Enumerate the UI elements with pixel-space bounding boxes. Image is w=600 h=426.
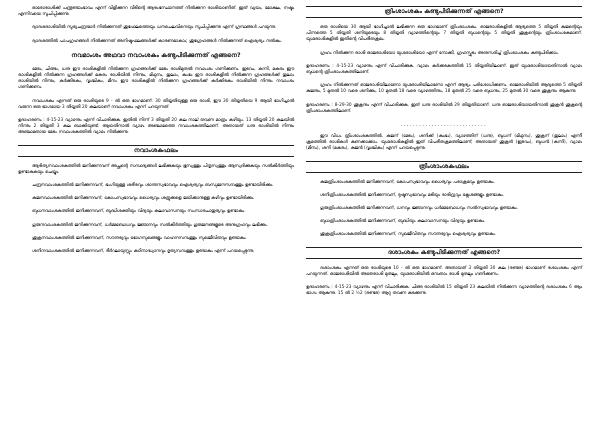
trimshamsha-phalam-heading: ത്രിംശാംശകഫലം [306, 161, 582, 173]
phalam-saturn: ശനിനവാംശകത്തിൽ ജനിക്കുന്നവന്, ദീർഘായുസ്സും കഠിനാദ്ധ്വാനവും ഭൃത്യസമ്പത്തും ഉണ്ടാകും എന്ന് പറയപ്പെടുന്നു. [32, 249, 255, 255]
phalam-venus: ശുക്രനവാംശകത്തിൽ ജനിക്കുന്നവന്, സൗന്ദര്യവും ഭോഗസുഖങ്ങളും വാഹനസമ്പത്തും സുഖജീവിതവും ഉണ്ടാകും. [32, 235, 247, 241]
trim-phalam-venus: ശുക്രത്രിംശാംശകത്തിൽ ജനിക്കുന്നവന്, സുഖജീവിതവും സൗന്ദര്യവും ഐശ്വര്യവും ഉണ്ടാകും. [320, 232, 497, 238]
trimshamsha-paragraph-1: ഒരു രാശിയെ 30 ആയി ഭാഗിച്ചാൽ ലഭിക്കുന്ന ഒരു ഭാഗമാണ് ത്രിംശാംശകം. ഓജരാശികളിൽ ആദ്യത്തെ 5 തിയ്യതി കുജന്റെയും പിന്നത്തെ 5 തിയ്യതി ശനിയുടെയും 8 തിയ്യതി വ്യാഴത്തിന്റെയും 7 തിയ്യതി ബുധന്റെയും 5 തിയ്യതി ശുക്രന്റെയും ത്രിംശാംശകമാണ്. യുഗ്മരാശികളിൽ ഇതിന്റെ വിപരീതക്രമം. [306, 25, 582, 43]
navamsha-heading: നവമാംശം അഥവാ നവാംശകം കണ്ടുപിടിക്കുന്നത് എങ്ങനെ? [71, 51, 241, 59]
navamsha-example: ഉദാഹരണം : 4-15-23 വ്യാഴനും എന്ന് വിചാരിക്കുക. ഇതിൽ നിന്ന് 3 തിയ്യതി 20 കല നാല് തവണ മാത്രം കഴിയും. 13 തിയ്യതി 20 കലയിൽ നിന്നും 2 തിയ്യതി 3 കല ബാക്കിയുണ്ട്. ആയതിനാൽ വ്യാഴം അഞ്ചാമത്തെ നവാംശകത്തിലാണ്. അതായത് ധനു രാശിയിൽ നിന്നും അഞ്ചാമതായ മേടം നവാംശകത്തിൽ വ്യാഴം നിൽക്കുന്നു. [18, 118, 294, 136]
navamsha-paragraph-2: നവാംശകം എന്നത് ഒരു രാശിയുടെ 9 - ൽ ഒരു ഭാഗമാണ്. 30 തിയ്യതിയുള്ള ഒരു രാശി, ഈ 30 തിയ്യതിയെ 9 ആയി ഭാഗിച്ചാൽ വരുന്ന ഒരു ഭാഗമായ 3 തിയ്യതി 20 കലയാണ് നവാംശകം എന്ന് പറയുന്നത്. [18, 98, 294, 110]
trimshamsha-example-2: ഉദാഹരണം : 8-29-30 ശുക്രനും എന്ന് വിചാരിക്കുക. ഇത് ധനു രാശിയിൽ 29 തിയ്യതിയാണ്. ധനു ഓജരാശിയായതിനാൽ ശുക്രൻ ശുക്രന്റെ ത്രിംശാംശകത്തിലാണ്. [306, 102, 582, 114]
trimshamsha-example-1: ഉദാഹരണം : 4-15-23 വ്യാഴനും എന്ന് വിചാരിക്കുക. വ്യാഴം കർക്കടകത്തിൽ 15 തിയ്യതിയിലാണ്. ഇത് യുഗ്മരാശിയായതിനാൽ വ്യാഴം ബുധന്റെ ത്രിംശാംശകത്തിലാണ്. [306, 63, 582, 76]
intro-paragraph-2: ദ്വാദശരാശിയിൽ സൂര്യചന്ദ്രന്മാർ നിൽക്കുന്നത് ശുഭഫലത്തെയും ധനചെലവിനെയും സൂചിപ്പിക്കുന്നു എന്ന് ഗ്രന്ഥങ്ങൾ പറയുന്നു. [32, 25, 277, 31]
phalam-moon: ചന്ദ്രനവാംശകത്തിൽ ജനിക്കുന്നവന്, ഭംഗിയുള്ള ശരീരവും ശാന്തസ്വഭാവവും ഐശ്വര്യവും ബന്ധുജനസമ്പത്തും ഉണ്ടായിരിക്കും. [32, 183, 274, 189]
dotted-separator: ............................ [400, 122, 488, 129]
dashamsha-paragraph: ദശാംശകം എന്നത് ഒരു രാശിയുടെ 10 - ൽ ഒരു ഭാഗമാണ്. അതായത് 3 തിയ്യതി 30 കല (രണ്ടര) ഭാഗമാണ് ദശാംശകം എന്ന് പറയുന്നത്. ഓജരാശിയിൽ അതേരാശി മുതലും, യുഗ്മരാശിയിൽ ഒമ്പതാം രാശി മുതലും ഗണിക്കണം. [306, 265, 582, 277]
navamsha-paragraph-1: മേടം, ചിങ്ങം, ധനു ഈ രാശികളിൽ നിൽക്കുന്ന ഗ്രഹങ്ങൾക്ക് മേടം രാശിമുതൽ നവാംശം ഗണിക്കണം. ഇടവം, കന്നി, മകരം ഈ രാശികളിൽ നിൽക്കുന്ന ഗ്രഹങ്ങൾക്ക് മകരം രാശിയിൽ നിന്നും, മിഥുനം, തുലാം, കുംഭം ഈ രാശികളിൽ നിൽക്കുന്ന ഗ്രഹങ്ങൾക്ക് തുലാം രാശിയിൽ നിന്നും, കർക്കിടകം, വൃശ്ചികം, മീനം ഈ രാശികളിൽ നിൽക്കുന്ന ഗ്രഹങ്ങൾക്ക് കർക്കിടകം രാശിയിൽ നിന്നും നവാംശം ഗണിക്കണം. [18, 66, 294, 91]
navamsha-phalam-heading: നവാംശകഫലം [18, 145, 294, 157]
phalam-jupiter: ഗുരുനവാംശകത്തിൽ ജനിക്കുന്നവന്, ധർമ്മബോധവും ജ്ഞാനവും സൽകീർത്തിയും ഗുരുജനങ്ങളുടെ അനുഗ്രഹവും ലഭിക്കും. [32, 222, 268, 228]
trimshamsha-heading: ത്രിംശാംശകം കണ്ടുപിടിക്കുന്നത് എങ്ങനെ? [306, 6, 582, 18]
trimshamsha-paragraph-3: ഗ്രഹം നിൽക്കുന്നത് ഓജരാശിയിലാണോ യുഗ്മരാശിയിലാണോ എന്ന് ആദ്യം പരിശോധിക്കണം. ഓജരാശിയിൽ ആദ്യത്തെ 5 തിയ്യതി കുജനും, 5 മുതൽ 10 വരെ ശനിക്കും, 10 മുതൽ 18 വരെ വ്യാഴത്തിനും, 18 മുതൽ 25 വരെ ബുധനും, 25 മുതൽ 30 വരെ ശുക്രനും ആകുന്നു. [306, 83, 582, 95]
intro-paragraph-1: ഓരോരാശിക്ക് പന്ത്രണ്ടാംഭാവം എന്ന് വിളിക്കുന്ന വീടിന്റെ ആരംഭസ്ഥാനത്ത് നിൽക്കുന്ന രാശിയാണിത്. ഇത് വ്യയം, മോക്ഷം, നഷ്ടം എന്നിവയെ സൂചിപ്പിക്കുന്നു. [18, 6, 294, 18]
trim-phalam-mercury: ബുധത്രിംശാംശകത്തിൽ ജനിക്കുന്നവന്, ബുദ്ധിയും കലാവാസനയും വിദ്യയും ഉണ്ടാകും. [320, 219, 486, 225]
left-column [18, 6, 294, 262]
phalam-mercury: ബുധനവാംശകത്തിൽ ജനിക്കുന്നവന്, ബുദ്ധിശക്തിയും വിദ്യയും കലാവാസനയും സംസാരചാതുര്യവും ഉണ്ടാകും. [32, 209, 246, 215]
phalam-sun: ആദിത്യനവാംശകത്തിൽ ജനിക്കുന്നവന് അച്ഛന്റെ സമ്പാദ്യങ്ങൾ ലഭിക്കുകയും ഭൂസ്വത്തും പിതൃസ്വത്തും ആസ്വദിക്കുകയും സൽകീർത്തിയും ഉണ്ടാകുകയും ചെയ്യും. [18, 163, 294, 175]
dashamsha-example: ഉദാഹരണം : 4-15-23 വ്യാഴനും എന്ന് വിചാരിക്കുക. ചിങ്ങ രാശിയിൽ 15 തിയ്യതി 23 കലയിൽ നിൽക്കുന്ന വ്യാഴത്തിന്റെ ദശാംശകം 6 ആം ഭാഗം ആകുന്നു. 15 ൽ 2 ½2 (രണ്ടര) ആറു തവണ കടക്കുന്നു. [306, 285, 582, 297]
phalam-mars: കുജനവാംശകത്തിൽ ജനിക്കുന്നവന്, കോപസ്വഭാവവും ധൈര്യവും ശത്രുക്കളെ ജയിക്കാനുള്ള കഴിവും ഉണ്ടായിരിക്കും. [32, 196, 255, 202]
trim-phalam-mars: കുജത്രിംശാംശകത്തിൽ ജനിക്കുന്നവന്, കോപസ്വഭാവവും ധൈര്യവും പരാക്രമവും ഉണ്ടാകും. [320, 179, 495, 185]
intro-paragraph-3: ദ്വാദശത്തിൽ പാപഗ്രഹങ്ങൾ നിൽക്കുന്നത് അനിഷ്ടഫലങ്ങൾക്ക് കാരണമാകാം; ശുഭഗ്രഹങ്ങൾ നിൽക്കുന്നത് ഐശ്വര്യം നൽകും. [32, 38, 282, 44]
trim-phalam-saturn: ശനിത്രിംശാംശകത്തിൽ ജനിക്കുന്നവന്, ദുഷ്ടസ്വഭാവവും മടിയും ദാരിദ്ര്യവും ക്ലേശങ്ങളും ഉണ്ടാകും. [320, 192, 505, 198]
trim-phalam-jupiter: ഗുരുത്രിംശാംശകത്തിൽ ജനിക്കുന്നവന്, ധനവും ജ്ഞാനവും ധർമ്മബോധവും സൽസ്വഭാവവും ഉണ്ടാകും. [320, 206, 518, 212]
trimshamsha-summary: ഈ വിധം ത്രിംശാംശകത്തിൽ, കുജന് (മേടം), ശനിക്ക് (കുംഭം), വ്യാഴത്തിന് (ധനു), ബുധന് (മിഥുനം), ശുക്രന് (തുലാം) എന്നീ ക്രമത്തിൽ രാശികൾ കണക്കാക്കാം. യുഗ്മരാശികളിൽ ഇത് വിപരീതക്രമത്തിലാണ്; അതായത് ശുക്രൻ (ഇടവം), ബുധൻ (കന്നി), വ്യാഴം (മീനം), ശനി (മകരം), കുജൻ (വൃശ്ചികം) എന്ന് പറയപ്പെടുന്നു. [306, 134, 582, 152]
dashamsha-heading: ദശാംശകം കണ്ടുപിടിക്കുന്നത് എങ്ങനെ? [306, 247, 582, 259]
right-column [306, 6, 582, 304]
trimshamsha-paragraph-2: ഗ്രഹം നിൽക്കുന്ന രാശി ഓജരാശിയോ യുഗ്മരാശിയോ എന്ന് നോക്കി, ഗ്രഹസ്ഫുടം അനുസരിച്ച് ത്രിംശാംശകം കണ്ടുപിടിക്കാം. [320, 50, 559, 56]
